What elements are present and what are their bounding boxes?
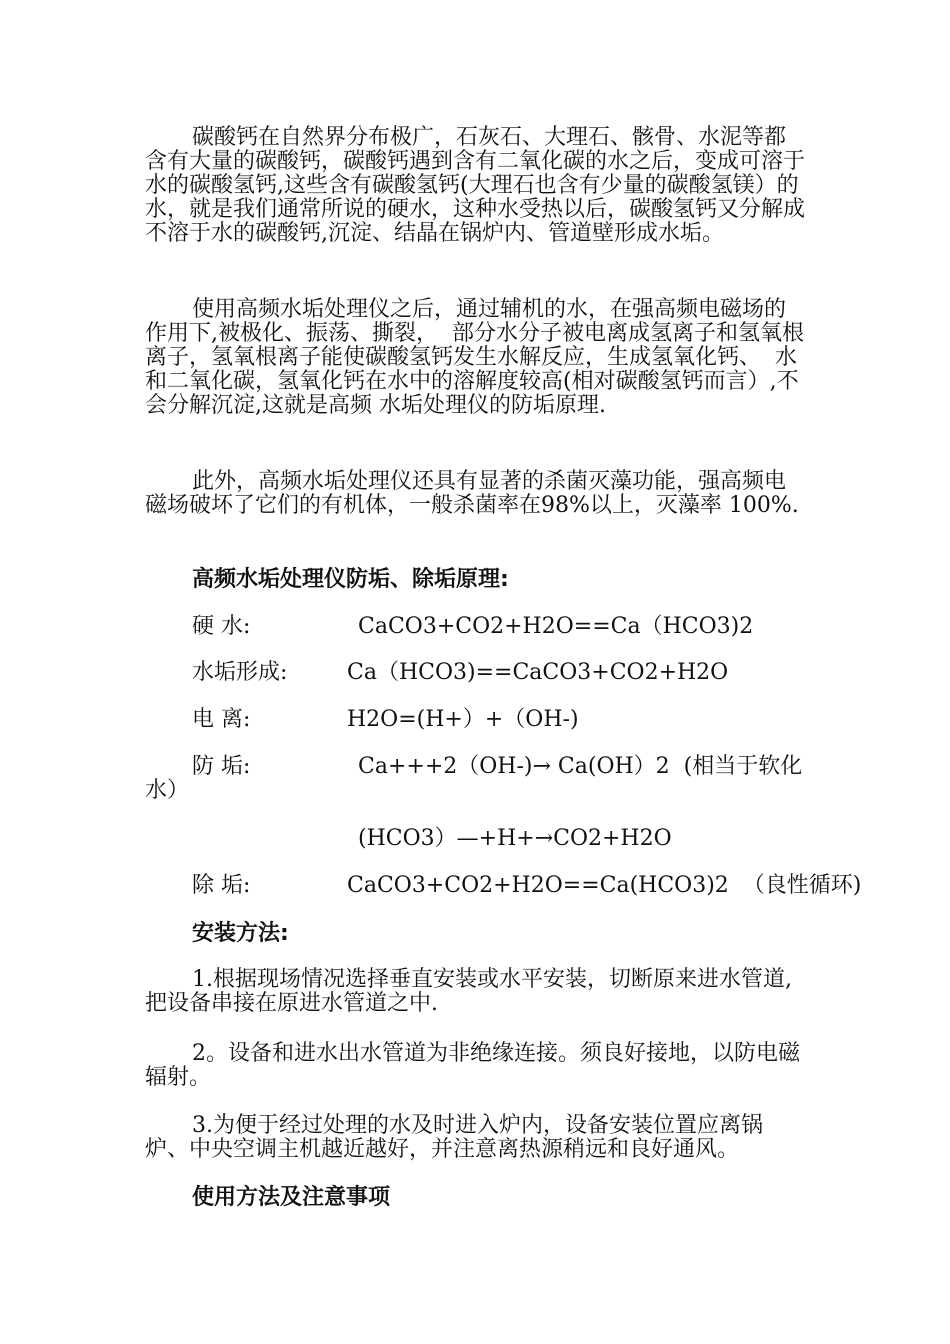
formula-value: CaCO3+CO2+H2O==Ca(HCO3)2 （良性循环)	[347, 873, 862, 898]
formula-label: 硬 水:	[192, 614, 251, 639]
heading-principle: 高频水垢处理仪防垢、除垢原理:	[192, 567, 509, 592]
heading-installation: 安装方法:	[192, 921, 289, 946]
formula-value: Ca+++2（OH-)→ Ca(OH）2 (相当于软化	[358, 754, 803, 779]
formula-label: 防 垢:	[192, 754, 251, 779]
formula-value: H2O=(H+）+（OH-)	[347, 707, 579, 732]
heading-usage: 使用方法及注意事项	[192, 1185, 391, 1210]
install-step-2: 2。设备和进水出水管道为非绝缘连接。须良好接地，以防电磁辐射。	[145, 1041, 800, 1090]
formula-label: 除 垢:	[192, 873, 251, 898]
formula-label: 水垢形成:	[192, 660, 288, 685]
install-step-3: 3.为便于经过处理的水及时进入炉内，设备安装位置应离锅炉、中央空调主机越近越好，并注意离热源稍远和良好通风。	[145, 1113, 763, 1162]
formula-continuation: 水）	[145, 778, 190, 803]
formula-row-prevention-2: (HCO3）—+H+→CO2+H2O	[358, 826, 672, 851]
formula-value: Ca（HCO3)==CaCO3+CO2+H2O	[347, 660, 729, 685]
formula-value: CaCO3+CO2+H2O==Ca（HCO3)2	[358, 614, 754, 639]
formula-label: 电 离:	[192, 707, 251, 732]
paragraph-calcium-carbonate: 碳酸钙在自然界分布极广，石灰石、大理石、骸骨、水泥等都含有大量的碳酸钙，碳酸钙遇到含有二氧化碳的水之后，变成可溶于水的碳酸氢钙,这些含有碳酸氢钙(大理石也含有少量的碳酸氢镁）的水，就是我们通常所说的硬水，这种水受热以后，碳酸氢钙又分解成不溶于水的碳酸钙,沉淀、结晶在锅炉内、管道壁形成水垢。	[145, 125, 806, 246]
paragraph-sterilization: 此外，高频水垢处理仪还具有显著的杀菌灭藻功能，强高频电磁场破坏了它们的有机体，一般杀菌率在98%以上，灭藻率 100%.	[145, 469, 799, 518]
paragraph-treatment-principle: 使用高频水垢处理仪之后，通过辅机的水，在强高频电磁场的作用下,被极化、振荡、撕裂， 部分水分子被电离成氢离子和氢氧根离子，氢氧根离子能使碳酸氢钙发生水解反应，生成氢氧化钙、 水和二氧化碳，氢氧化钙在水中的溶解度较高(相对碳酸氢钙而言）,不会分解沉淀,这就是高频 水垢处理仪的防垢原理.	[145, 297, 804, 418]
install-step-1: 1.根据现场情况选择垂直安装或水平安装，切断原来进水管道,把设备串接在原进水管道之中.	[145, 967, 792, 1016]
